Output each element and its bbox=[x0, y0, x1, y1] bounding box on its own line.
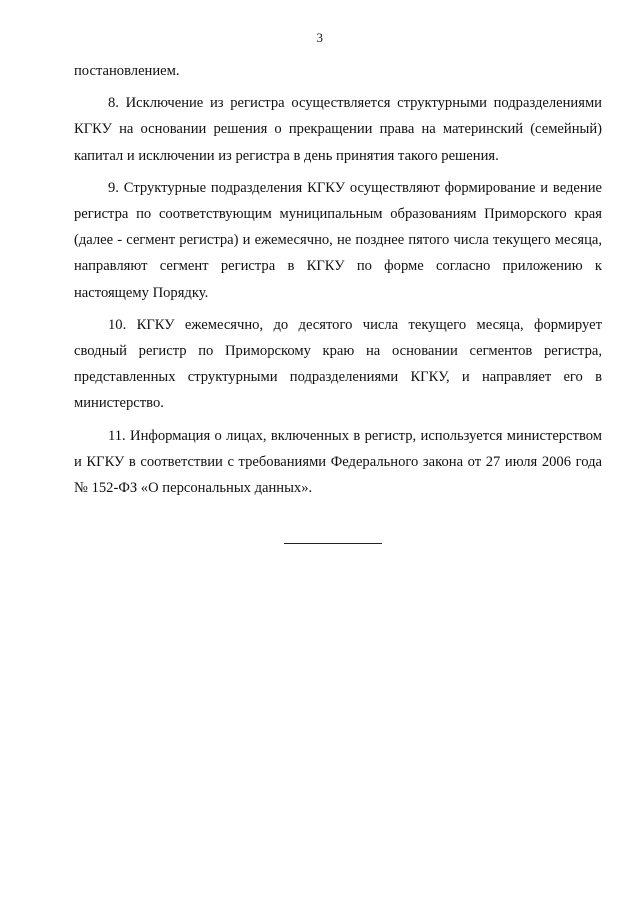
paragraph-continuation: постановлением. bbox=[74, 63, 180, 79]
closing-separator-line bbox=[284, 543, 382, 544]
page-number: 3 bbox=[316, 30, 324, 45]
paragraph-item-8: 8. Исключение из регистра осуществляется структурными подразделениями КГКУ на основании решения о прекращении права на материнский (семейный) капитал и исключении из регистра в день принятия такого решения. bbox=[74, 95, 602, 164]
paragraph-item-10: 10. КГКУ ежемесячно, до десятого числа текущего месяца, формирует сводный регистр по Приморскому краю на основании сегментов регистра, представленных структурными подразделениями КГКУ, и направляет его в министерство. bbox=[74, 316, 602, 412]
paragraph-item-11: 11. Информация о лицах, включенных в регистр, используется министерством и КГКУ в соответствии с требованиями Федерального закона от 27 июля 2006 года № 152-ФЗ «О персональных данных». bbox=[74, 427, 602, 497]
paragraph-item-9: 9. Структурные подразделения КГКУ осуществляют формирование и ведение регистра по соответствующим муниципальным образованиям Приморского края (далее - сегмент регистра) и ежемесячно, не позднее пятого числа текущего месяца, направляют сегмент регистра в КГКУ по форме согласно приложению к настоящему Порядку. bbox=[74, 179, 602, 301]
document-body bbox=[74, 58, 602, 501]
